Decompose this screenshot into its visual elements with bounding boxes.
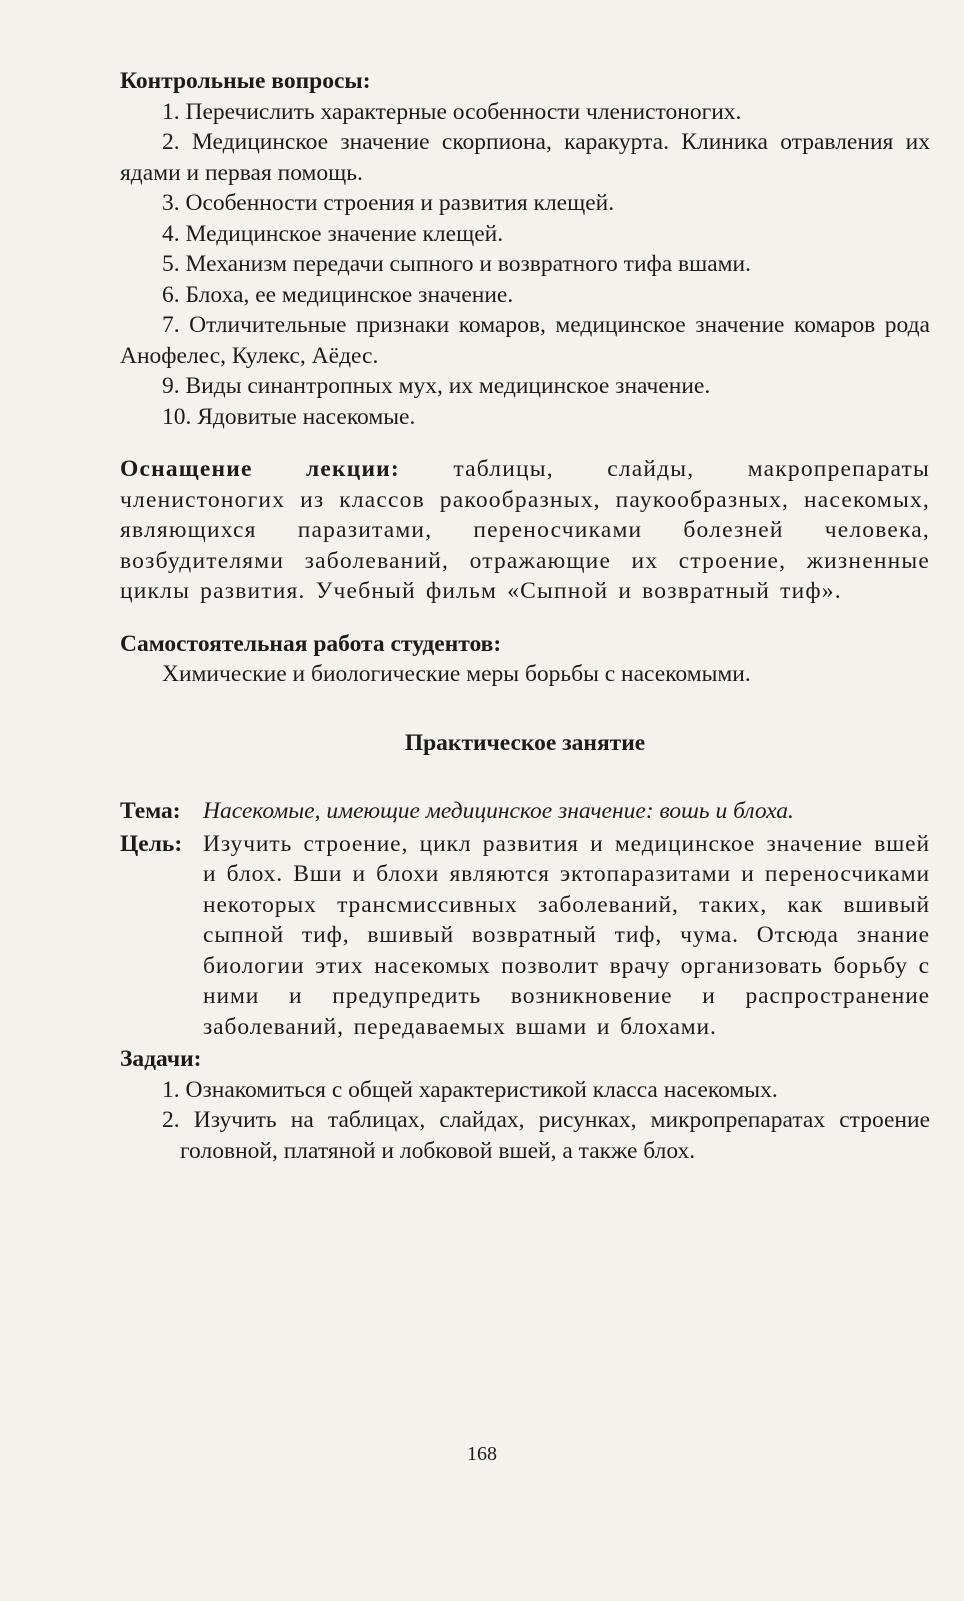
page-number: 168 [467, 1443, 497, 1465]
list-item: 1. Ознакомиться с общей характеристикой класса насекомых. [162, 1076, 778, 1103]
control-questions-list [120, 97, 930, 433]
list-item: 5. Механизм передачи сыпного и возвратного тифа вшами. [162, 251, 752, 277]
goal-block [120, 829, 930, 1043]
list-item: 3. Особенности строения и развития клещей. [162, 190, 615, 216]
theme-text: Насекомые, имеющие медицинское значение: вошь и блоха. [203, 798, 794, 824]
tasks-heading: Задачи: [120, 1046, 202, 1072]
goal-label: Цель: [120, 830, 183, 857]
list-item: 7. Отличительные признаки комаров, медицинское значение комаров рода Анофелес, Кулекс, Аёдес. [120, 312, 930, 369]
practical-lesson-heading: Практическое занятие [404, 729, 646, 756]
lecture-equipment-paragraph [120, 454, 930, 607]
independent-work-heading: Самостоятельная работа студентов: [120, 630, 502, 657]
list-item: 9. Виды синантропных мух, их медицинское значение. [162, 373, 711, 399]
theme-label: Тема: [120, 798, 181, 824]
theme-block [120, 796, 930, 827]
list-item: 6. Блоха, ее медицинское значение. [162, 281, 514, 308]
independent-work-text: Химические и биологические меры борьбы с насекомыми. [162, 661, 751, 687]
list-item: 2. Изучить на таблицах, слайдах, рисунках, микропрепаратах строение головной, платяной и лобковой вшей, а также блох. [162, 1107, 930, 1164]
list-item: 1. Перечислить характерные особенности членистоногих. [162, 98, 742, 125]
lecture-equipment-label: Оснащение лекции: [120, 456, 400, 482]
list-item: 10. Ядовитые насекомые. [162, 403, 416, 430]
list-item: 2. Медицинское значение скорпиона, каракурта. Клиника отравления их ядами и первая помощь. [120, 129, 930, 186]
list-item: 4. Медицинское значение клещей. [162, 220, 504, 247]
control-questions-heading: Контрольные вопросы: [120, 68, 371, 94]
document-page [120, 66, 930, 1166]
lecture-equipment-text: таблицы, слайды, макропрепараты членистоногих из классов ракообразных, паукообразных, насекомых, являющихся паразитами, переносчиками болезней человека, возбудителями заболеваний, отражающие их строение, жизненные циклы развития. Учебный фильм «Сыпной и возвратный тиф». [120, 456, 930, 604]
goal-text: Изучить строение, цикл развития и медицинское значение вшей и блох. Вши и блохи являются эктопаразитами и переносчиками некоторых трансмиссивных заболеваний, таких, как вшивый сыпной тиф, вшивый возвратный тиф, чума. Отсюда знание биологии этих насекомых позволит врачу организовать борьбу с ними и предупредить возникновение и распространение заболеваний, передаваемых вшами и блохами. [203, 830, 930, 1040]
